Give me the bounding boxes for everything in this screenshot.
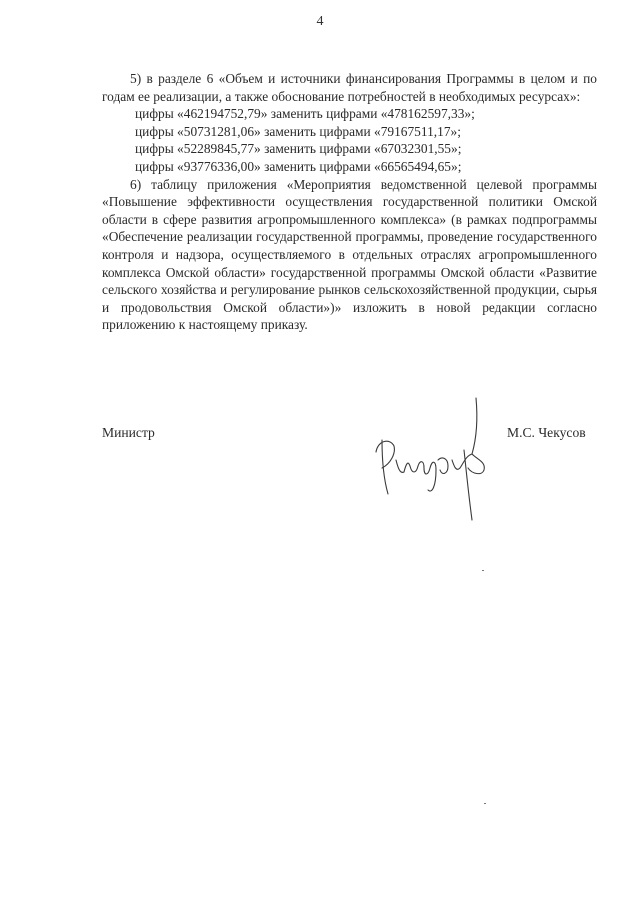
item-6-text: 6) таблицу приложения «Мероприятия ведомственной целевой программы «Повышение эффективности осуществления государственной политики Омской области в сфере развития агропромышленного комплекса» (в рамках подпрограммы «Обеспечение реализации государственной программы, проведение государственного контроля и надзора, осуществляемого в отдельных отраслях агропромышленного комплекса Омской области» государственной программы Омской области «Развитие сельского хозяйства и регулирование рынков сельскохозяйственной продукции, сырья и продовольствия Омской области»)» изложить в новой редакции согласно приложению к настоящему приказу. (102, 176, 597, 333)
page-number: 4 (316, 14, 324, 29)
signatory-name: М.С. Чекусов (507, 425, 586, 440)
replacement-line-2: цифры «50731281,06» заменить цифрами «79167511,17»; (135, 123, 461, 139)
scan-speck (484, 803, 486, 804)
signatory-position: Министр (102, 425, 155, 440)
scan-speck (482, 570, 484, 571)
document-body (102, 70, 597, 334)
replacement-line-1: цифры «462194752,79» заменить цифрами «478162597,33»; (135, 106, 475, 122)
handwritten-signature (368, 390, 498, 530)
replacement-line-4: цифры «93776336,00» заменить цифрами «66565494,65»; (135, 158, 462, 174)
replacement-line-3: цифры «52289845,77» заменить цифрами «67032301,55»; (135, 141, 462, 157)
item-5-intro: 5) в разделе 6 «Объем и источники финансирования Программы в целом и по годам ее реализации, а также обоснование потребностей в необходимых ресурсах»: (102, 71, 597, 104)
